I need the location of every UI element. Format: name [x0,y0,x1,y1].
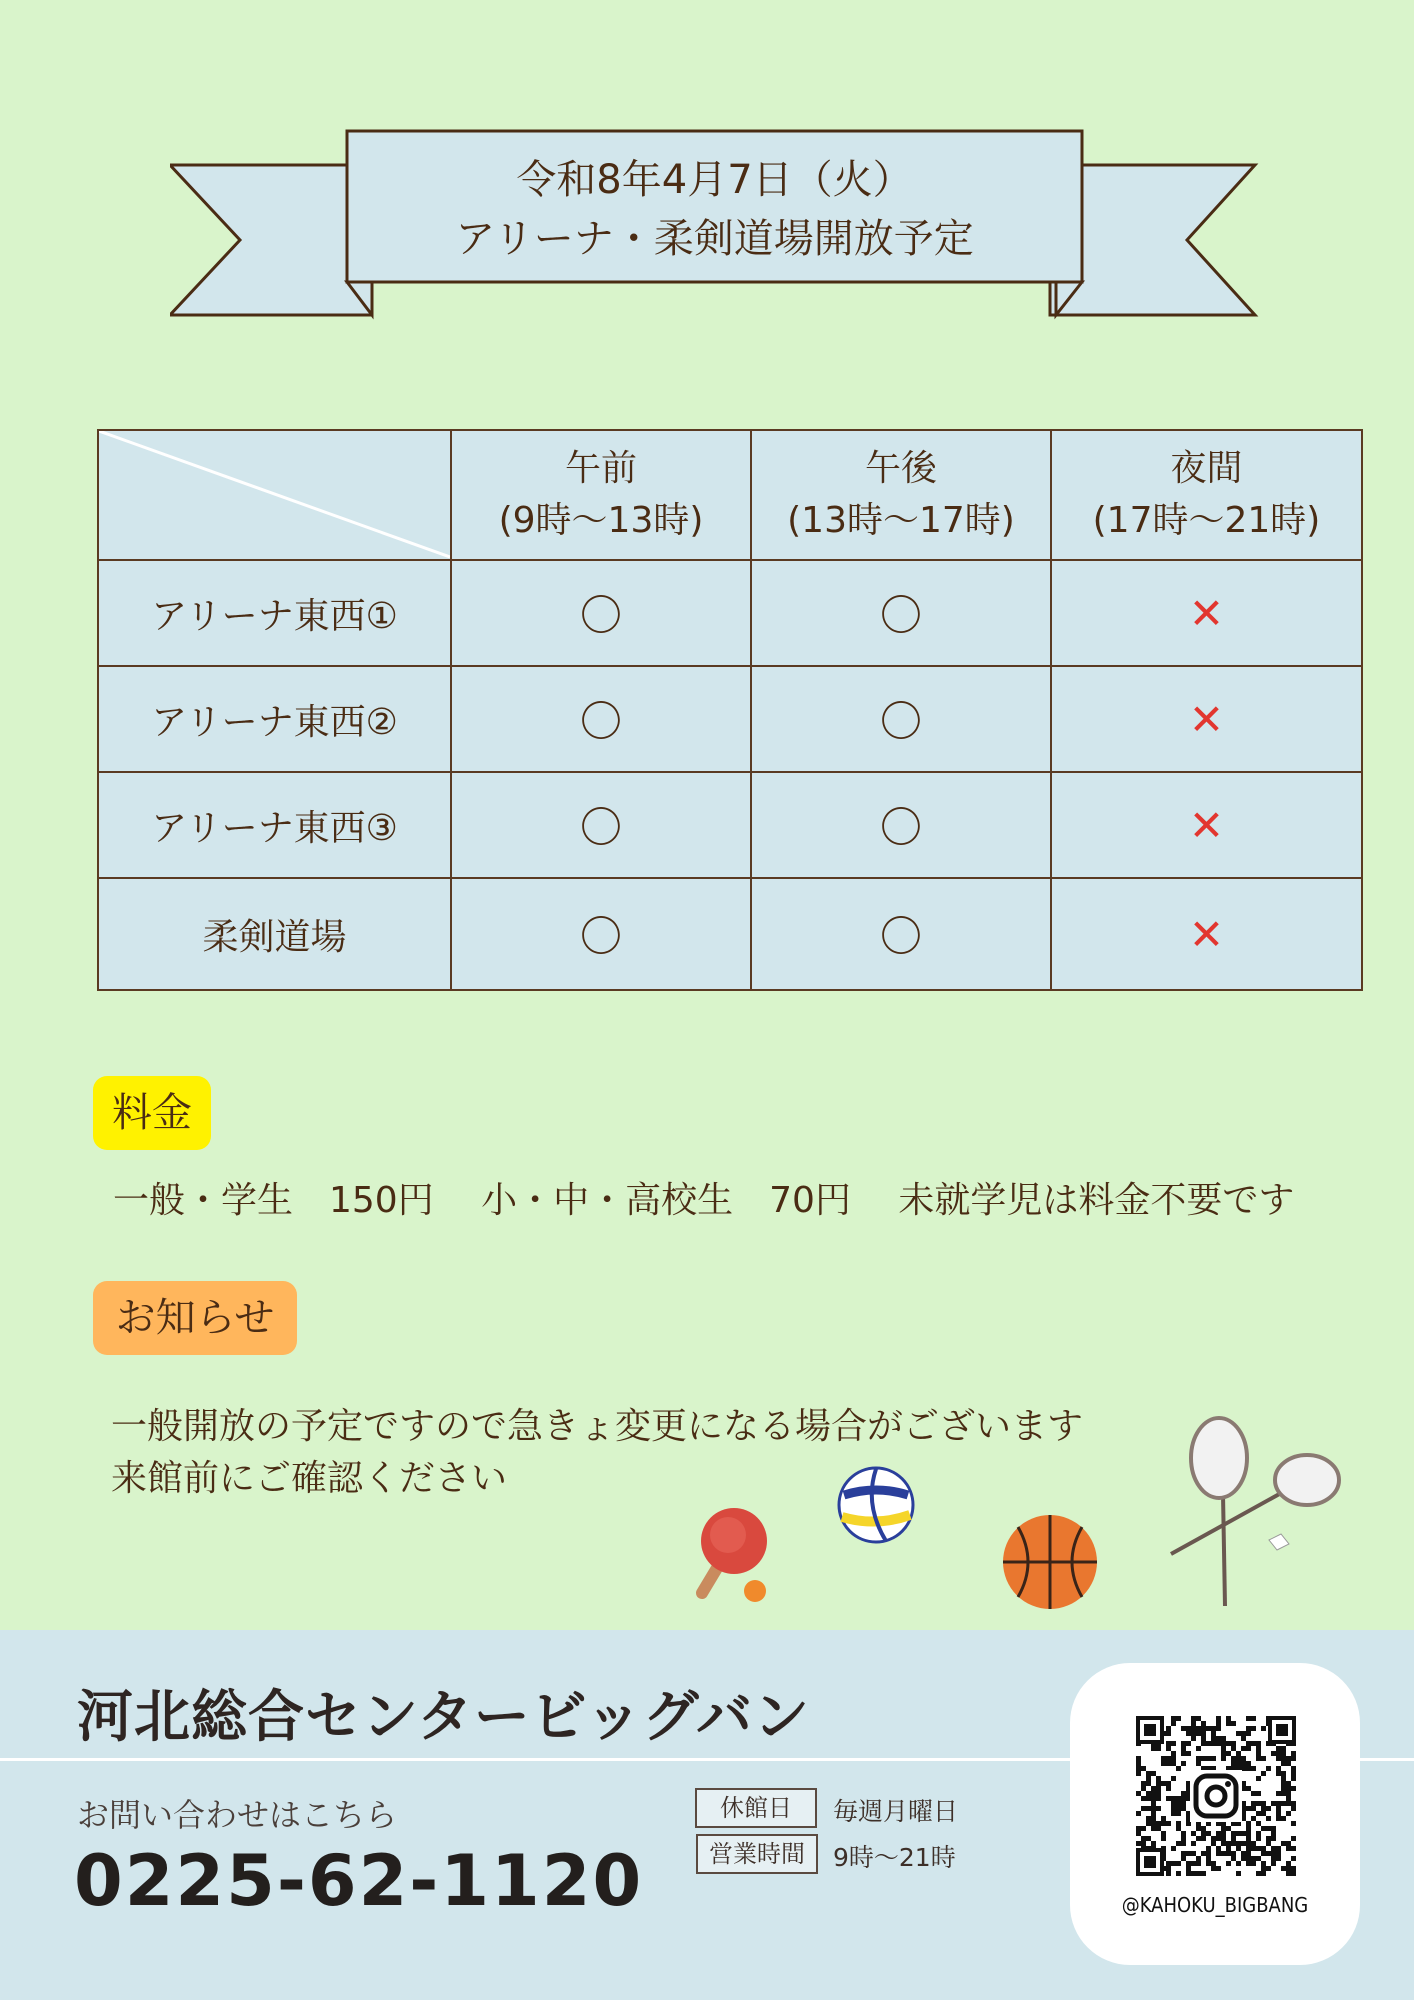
phone-number[interactable]: 0225-62-1120 [74,1840,644,1922]
fee-label: 料金 [93,1076,211,1150]
table-row [98,666,1362,772]
instagram-handle: @KAHOKU_BIGBANG [1121,1893,1309,1917]
volleyball-icon [836,1465,916,1545]
inquiry-label: お問い合わせはこちら [77,1796,398,1834]
ping-pong-paddle-icon [690,1505,790,1605]
unavailable-mark: ✕ [1051,878,1362,990]
closed-day-value: 毎週月曜日 [833,1797,959,1826]
column-header-morning [451,430,751,560]
business-hours-value: 9時〜21時 [833,1843,956,1872]
diagonal-line [99,431,450,559]
row-label: アリーナ東西③ [98,772,451,878]
available-mark: 〇 [751,878,1051,990]
notice-line-2: 来館前にご確認ください [111,1458,508,1499]
instagram-qr-code-icon[interactable] [1136,1716,1296,1876]
schedule-table [97,429,1363,991]
table-row [98,560,1362,666]
available-mark: 〇 [751,560,1051,666]
table-row [98,772,1362,878]
available-mark: 〇 [751,666,1051,772]
badminton-rackets-icon [1163,1416,1349,1612]
column-header-night [1051,430,1362,560]
available-mark: 〇 [451,560,751,666]
table-corner-cell [98,430,451,560]
banner-subtitle: アリーナ・柔剣道場開放予定 [455,216,974,262]
business-hours-label: 営業時間 [696,1834,818,1874]
basketball-icon [1000,1512,1100,1612]
column-header-hours: (9時〜13時) [498,500,704,541]
row-label: アリーナ東西① [98,560,451,666]
notice-line-1: 一般開放の予定ですので急きょ変更になる場合がございます [111,1406,1084,1447]
column-header-hours: (13時〜17時) [787,500,1015,541]
column-header-hours: (17時〜21時) [1092,500,1321,541]
available-mark: 〇 [451,878,751,990]
notice-label: お知らせ [93,1281,297,1355]
unavailable-mark: ✕ [1051,772,1362,878]
column-header-name: 午前 [564,448,637,489]
unavailable-mark: ✕ [1051,560,1362,666]
row-label: 柔剣道場 [98,878,451,990]
column-header-name: 夜間 [1170,448,1243,489]
available-mark: 〇 [751,772,1051,878]
table-row [98,878,1362,990]
closed-day-label: 休館日 [695,1788,817,1828]
column-header-name: 午後 [864,448,937,489]
column-header-afternoon [751,430,1051,560]
fee-text: 一般・学生 150円 小・中・高校生 70円 未就学児は料金不要です [113,1180,1295,1221]
unavailable-mark: ✕ [1051,666,1362,772]
row-label: アリーナ東西② [98,666,451,772]
available-mark: 〇 [451,666,751,772]
facility-name: 河北総合センタービッグバン [77,1685,811,1750]
banner-date: 令和8年4月7日（火） [516,157,913,203]
available-mark: 〇 [451,772,751,878]
